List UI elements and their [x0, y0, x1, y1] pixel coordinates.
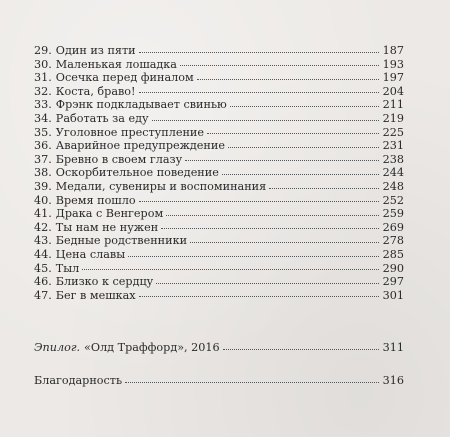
- chapter-title: Маленькая лошадка: [55, 57, 177, 71]
- chapter-page-number: 252: [382, 193, 404, 207]
- chapter-number: 41.: [34, 207, 52, 221]
- chapter-page-number: 244: [382, 166, 404, 180]
- toc-entry: [34, 180, 404, 194]
- chapter-page-number: 211: [382, 98, 404, 112]
- dot-leader: [190, 241, 379, 243]
- toc-entry: [34, 112, 404, 126]
- chapter-page-number: 285: [382, 247, 404, 261]
- dot-leader: [139, 91, 379, 93]
- toc-entry: [34, 126, 404, 140]
- toc-entry: [34, 234, 404, 248]
- chapter-page-number: 259: [382, 207, 404, 221]
- chapter-number: 42.: [34, 220, 52, 234]
- chapter-page-number: 197: [382, 71, 404, 85]
- chapter-number: 46.: [34, 275, 52, 289]
- chapter-title: Драка с Венгером: [55, 207, 164, 221]
- chapter-title: Ты нам не нужен: [55, 220, 159, 234]
- chapter-title: Бревно в своем глазу: [55, 152, 183, 166]
- dot-leader: [82, 268, 379, 270]
- chapter-number: 35.: [34, 125, 52, 139]
- chapter-page-number: 187: [382, 44, 404, 57]
- chapter-title: Бег в мешках: [55, 288, 136, 302]
- dot-leader: [152, 119, 379, 121]
- chapter-page-number: 219: [382, 111, 404, 125]
- chapter-title: Один из пяти: [55, 44, 136, 57]
- dot-leader: [185, 159, 379, 161]
- chapter-title: Коста, браво!: [55, 84, 136, 98]
- chapter-page-number: 193: [382, 57, 404, 71]
- dot-leader: [166, 214, 379, 216]
- chapter-number: 33.: [34, 98, 52, 112]
- chapter-title: Медали, сувениры и воспоминания: [55, 179, 267, 193]
- chapter-page-number: 278: [382, 234, 404, 248]
- chapter-title: Фрэнк подкладывает свинью: [55, 98, 227, 112]
- chapter-page-number: 238: [382, 152, 404, 166]
- chapter-title: Цена славы: [55, 247, 126, 261]
- toc-entry: [34, 221, 404, 235]
- chapter-page-number: 204: [382, 84, 404, 98]
- acknowledgements-page-number: 316: [382, 374, 404, 387]
- toc-entry: [34, 58, 404, 72]
- chapter-title: Близко к сердцу: [55, 275, 154, 289]
- acknowledgements-title: Благодарность: [34, 374, 123, 387]
- dot-leader: [269, 187, 379, 189]
- dot-leader: [222, 173, 379, 175]
- dot-leader: [161, 227, 379, 229]
- dot-leader: [139, 295, 379, 297]
- chapter-number: 47.: [34, 288, 52, 302]
- chapter-title: Время пошло: [55, 193, 136, 207]
- chapter-number: 30.: [34, 57, 52, 71]
- dot-leader: [230, 105, 379, 107]
- chapter-page-number: 248: [382, 179, 404, 193]
- chapter-title: Осечка перед финалом: [55, 71, 194, 85]
- chapter-page-number: 290: [382, 261, 404, 275]
- chapter-title: Бедные родственники: [55, 234, 188, 248]
- chapter-number: 31.: [34, 71, 52, 85]
- chapter-number: 44.: [34, 247, 52, 261]
- dot-leader: [180, 64, 379, 66]
- acknowledgements-row: [34, 374, 404, 388]
- chapter-title: Работать за еду: [55, 111, 149, 125]
- toc-entry: [34, 44, 404, 58]
- toc-entry: [34, 289, 404, 303]
- chapter-number: 34.: [34, 111, 52, 125]
- chapter-page-number: 269: [382, 220, 404, 234]
- chapter-page-number: 301: [382, 288, 404, 302]
- epilog-page-number: 311: [382, 341, 404, 354]
- toc-entry: [34, 248, 404, 262]
- toc-entry: [34, 98, 404, 112]
- chapter-title: Оскорбительное поведение: [55, 166, 219, 180]
- chapter-list: [34, 44, 404, 302]
- toc-entry: [34, 207, 404, 221]
- dot-leader: [223, 348, 379, 350]
- toc-entry: [34, 85, 404, 99]
- dot-leader: [156, 282, 379, 284]
- epilog-row: [34, 341, 404, 355]
- epilog-entry: [34, 341, 404, 355]
- toc-entry: [34, 166, 404, 180]
- chapter-number: 45.: [34, 261, 52, 275]
- chapter-number: 32.: [34, 84, 52, 98]
- chapter-number: 39.: [34, 179, 52, 193]
- chapter-number: 43.: [34, 234, 52, 248]
- toc-entry: [34, 71, 404, 85]
- epilog-title: «Олд Траффорд», 2016: [84, 341, 220, 354]
- toc-entry: [34, 139, 404, 153]
- epilog-label: Эпилог.: [34, 341, 81, 354]
- dot-leader: [207, 132, 379, 134]
- dot-leader: [197, 78, 379, 80]
- chapter-number: 37.: [34, 152, 52, 166]
- toc-entry: [34, 262, 404, 276]
- chapter-title: Тыл: [55, 261, 80, 275]
- chapter-number: 29.: [34, 44, 52, 57]
- chapter-page-number: 231: [382, 139, 404, 153]
- chapter-title: Аварийное предупреждение: [55, 139, 225, 153]
- dot-leader: [139, 200, 379, 202]
- chapter-number: 38.: [34, 166, 52, 180]
- chapter-number: 40.: [34, 193, 52, 207]
- chapter-title: Уголовное преступление: [55, 125, 204, 139]
- toc-entry: [34, 275, 404, 289]
- acknowledgements-entry: [34, 374, 404, 388]
- chapter-number: 36.: [34, 139, 52, 153]
- chapter-page-number: 225: [382, 125, 404, 139]
- dot-leader: [228, 146, 379, 148]
- chapter-page-number: 297: [382, 275, 404, 289]
- dot-leader: [128, 255, 379, 257]
- toc-entry: [34, 194, 404, 208]
- dot-leader: [125, 381, 379, 383]
- toc-entry: [34, 153, 404, 167]
- dot-leader: [139, 51, 379, 53]
